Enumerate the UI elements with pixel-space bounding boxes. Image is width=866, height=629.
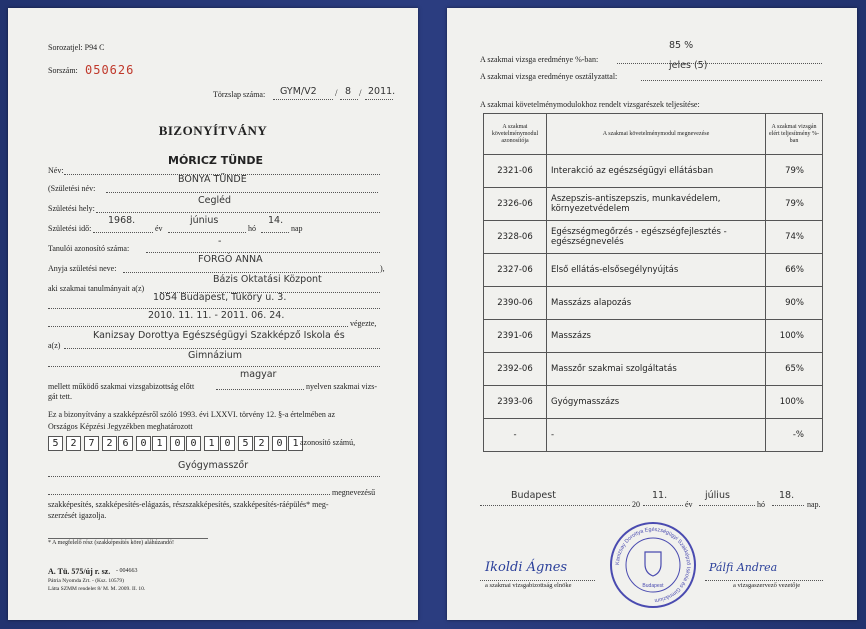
birthplace: Cegléd xyxy=(198,195,232,206)
issue-day: 18. xyxy=(779,490,795,501)
holder-name: MÓRICZ TÜNDE xyxy=(168,154,264,167)
document-title: BIZONYÍTVÁNY xyxy=(158,123,268,138)
module-row xyxy=(484,320,823,353)
day-label: nap xyxy=(291,224,303,233)
printer-info: Pátria Nyomda Zrt. - (Ksz. 10579) xyxy=(48,578,124,584)
named-label: megnevezésű xyxy=(332,488,376,497)
form-id: A. Tü. 575/új r. sz. xyxy=(48,567,111,576)
okj-digit-group xyxy=(136,436,167,451)
serial-label: Sorszám: xyxy=(48,66,78,75)
month-label: hó xyxy=(248,224,256,233)
module-id: - xyxy=(484,419,547,452)
module-percent: 100% xyxy=(766,386,823,419)
completed-label: végezte, xyxy=(350,319,377,328)
id-number-label: azonosító számú, xyxy=(300,438,356,447)
module-row xyxy=(484,155,823,188)
issue-day-label: nap. xyxy=(807,500,821,509)
module-id: 2326-06 xyxy=(484,188,547,221)
stamp-ring-text: Kanizsay Dorottya Egészségügyi Szakképző Iskola és Gimnázium xyxy=(614,526,692,604)
director-signature: Pálfi Andrea xyxy=(709,561,778,574)
year-label: év xyxy=(155,224,163,233)
okj-digit-group xyxy=(272,436,303,451)
okj-digit: 0 xyxy=(272,436,287,451)
okj-digit-group xyxy=(102,436,133,451)
mother-name: FORGÓ ANNA xyxy=(198,254,263,265)
module-id: 2321-06 xyxy=(484,155,547,188)
module-percent: 66% xyxy=(766,254,823,287)
register-number: 8 xyxy=(345,86,352,97)
module-name: Gyógymasszázs xyxy=(547,386,766,419)
module-name: Aszepszis-antiszepszis, munkavédelem, környezetvédelem xyxy=(547,188,766,221)
okj-digit: 5 xyxy=(238,436,253,451)
module-row xyxy=(484,188,823,221)
stamp-city: Budapest xyxy=(642,583,664,589)
module-row xyxy=(484,221,823,254)
committee-label: mellett működő szakmai vizsgabizottság előtt xyxy=(48,382,195,391)
okj-digit: 0 xyxy=(170,436,185,451)
exam-taken-label: gát tett. xyxy=(48,392,72,401)
module-name: Masszázs alapozás xyxy=(547,287,766,320)
module-percent: 79% xyxy=(766,188,823,221)
module-percent: 79% xyxy=(766,155,823,188)
studies-label: aki szakmai tanulmányait a(z) xyxy=(48,284,145,293)
legal-text-2: Országos Képzési Jegyzékben meghatározott xyxy=(48,422,193,431)
footnote: * A megfelelő rész (szakképesítés köre) aláhúzandó! xyxy=(48,540,174,546)
birth-name: BONYA TÜNDE xyxy=(178,174,247,185)
col-header-percent: A szakmai vizsgán elért teljesítmény %-ban xyxy=(766,114,823,155)
okj-digit: 0 xyxy=(186,436,201,451)
module-name: Egészségmegőrzés - egészségfejlesztés - egészségnevelés xyxy=(547,221,766,254)
okj-digit: 2 xyxy=(66,436,81,451)
col-header-name: A szakmai követelménymodul megnevezése xyxy=(547,114,766,155)
institution-address: 1054 Budapest, Tüköry u. 3. xyxy=(153,292,287,303)
chair-label: a szakmai vizsgabizottság elnöke xyxy=(485,582,572,589)
issue-year-label: év xyxy=(685,500,693,509)
register-label: Törzslap száma: xyxy=(213,90,266,99)
module-percent: -% xyxy=(766,419,823,452)
okj-digit: 6 xyxy=(118,436,133,451)
mother-name-label: Anyja születési neve: xyxy=(48,264,117,273)
module-row xyxy=(484,386,823,419)
col-header-id: A szakmai követelménymodul azonosítója xyxy=(484,114,547,155)
language-label: nyelven szakmai vizs- xyxy=(306,382,378,391)
okj-digit-group xyxy=(204,436,235,451)
okj-digit: 7 xyxy=(84,436,99,451)
exam-school-line1: Kanizsay Dorottya Egészségügyi Szakképző Iskola és xyxy=(93,330,345,341)
module-percent: 100% xyxy=(766,320,823,353)
module-row xyxy=(484,353,823,386)
module-name: Masszázs xyxy=(547,320,766,353)
serial-number: 050626 xyxy=(85,63,135,77)
okj-digit: 5 xyxy=(48,436,63,451)
student-id-label: Tanulói azonosító száma: xyxy=(48,244,130,253)
training-institution: Bázis Oktatási Központ xyxy=(213,274,322,285)
exam-school-line2: Gimnázium xyxy=(188,350,242,361)
okj-digit: 2 xyxy=(254,436,269,451)
okj-digit: 1 xyxy=(204,436,219,451)
approval-info: Látta SZMM rendelet 8/ M. M. 2009. II. 10. xyxy=(48,586,146,592)
exam-grade: jeles (5) xyxy=(669,60,708,71)
issue-month: július xyxy=(705,490,730,501)
module-row xyxy=(484,419,823,452)
student-id: - xyxy=(218,236,222,247)
form-code: - 004663 xyxy=(116,568,138,574)
module-name: Interakció az egészségügyi ellátásban xyxy=(547,155,766,188)
okj-digit-group xyxy=(84,436,99,451)
module-id: 2393-06 xyxy=(484,386,547,419)
issue-year: 11. xyxy=(652,490,668,501)
okj-digit: 2 xyxy=(102,436,117,451)
legal-text-1: Ez a bizonyítvány a szakképzésről szóló 1993. évi LXXVI. törvény 12. §-a értelmében az xyxy=(48,410,336,419)
module-percent: 65% xyxy=(766,353,823,386)
exam-result-percent: 85 % xyxy=(669,40,694,51)
okj-digit-group xyxy=(238,436,269,451)
name-label: Név: xyxy=(48,166,64,175)
module-id: 2328-06 xyxy=(484,221,547,254)
birth-name-label: (Születési név: xyxy=(48,184,96,193)
module-name: Masszőr szakmai szolgáltatás xyxy=(547,353,766,386)
issue-place: Budapest xyxy=(511,490,556,501)
exam-grade-label: A szakmai vizsga eredménye osztályzattal: xyxy=(480,72,618,81)
okj-digit: 1 xyxy=(288,436,303,451)
chair-signature: Ikoldi Ágnes xyxy=(485,560,568,575)
certifies-label: szerzését igazolja. xyxy=(48,511,107,520)
series-label: Sorozatjel: P94 C xyxy=(48,43,105,52)
birth-day: 14. xyxy=(268,215,284,226)
issue-month-label: hó xyxy=(757,500,765,509)
study-period: 2010. 11. 11. - 2011. 06. 24. xyxy=(148,310,285,321)
module-percent: 74% xyxy=(766,221,823,254)
qualification-name: Gyógymasszőr xyxy=(178,460,249,471)
module-row xyxy=(484,287,823,320)
register-year: 2011. xyxy=(368,86,396,97)
paren-close: ), xyxy=(380,264,385,273)
year-prefix: 20 xyxy=(632,500,640,509)
qualification-types: szakképesítés, szakképesítés-elágazás, részszakképesítés, szakképesítés-ráépülés* meg- xyxy=(48,500,329,509)
okj-digit: 0 xyxy=(136,436,151,451)
modules-title: A szakmai követelménymodulokhoz rendelt vizsgarészek teljesítése: xyxy=(480,100,700,109)
coat-of-arms-icon xyxy=(645,552,661,576)
certificate-left-page: Sorozatjel: P94 C Sorszám: 050626 Törzslap száma: GYM/V2 / 8 / 2011. BIZONYÍTVÁNY MÓRICZ TÜNDE Név: (Születési név: BONYA TÜNDE Születési hely: Cegléd Születési idő: 1968. év június hó 14. nap Tanulói azonosító száma: - Anyja születési neve: FORGÓ ANNA ), aki szakmai tanulmányait a(z) Bázis Oktatási Központ 1054 Budapest, Tüköry u. 3. 2010. 11. 11. - 2011. 06. 24. végezte, Kanizsay Dorottya Egészségügyi Szakképző Iskola és a(z) Gimnázium magyar mellett működő szakmai vizsgabizottság előtt nyelven szakmai vizs- gát tett. Ez a bizonyítvány a szakképzésről szóló 1993. évi LXXVI. törvény 12. §-a értelmében az Országos Képzési Jegyzékben meghatározott 5 2 7 2 6 0 1 0 0 1 0 5 2 0 1 azonosító számú, Gyógymasszőr megnevezésű szakképesítés, szakképesítés-elágazás, részszakképesítés, szakképesítés-ráépülés* meg- szerzését igazolja. * A megfelelő rész (szakképesítés köre) aláhúzandó! A. Tü. 575/új r. sz. - 004663 Pátria Nyomda Zrt. - (Ksz. 10579) Látta SZMM rendelet 8/ M. M. 2009. II. 10. xyxy=(8,8,418,620)
okj-digit-group xyxy=(66,436,81,451)
module-id: 2390-06 xyxy=(484,287,547,320)
certificate-right-page xyxy=(447,8,857,620)
module-name: - xyxy=(547,419,766,452)
okj-digit-group xyxy=(170,436,201,451)
module-id: 2391-06 xyxy=(484,320,547,353)
az-label: a(z) xyxy=(48,341,61,350)
director-label: a vizsgaszervező vezetője xyxy=(733,582,801,589)
okj-number-boxes xyxy=(48,436,303,451)
exam-result-label: A szakmai vizsga eredménye %-ban: xyxy=(480,55,599,64)
birthplace-label: Születési hely: xyxy=(48,204,95,213)
okj-digit: 0 xyxy=(220,436,235,451)
register-code: GYM/V2 xyxy=(280,86,317,97)
module-id: 2392-06 xyxy=(484,353,547,386)
birth-month: június xyxy=(190,215,219,226)
module-id: 2327-06 xyxy=(484,254,547,287)
okj-digit-group xyxy=(48,436,63,451)
module-percent: 90% xyxy=(766,287,823,320)
okj-digit: 1 xyxy=(152,436,167,451)
birth-year: 1968. xyxy=(108,215,136,226)
module-row xyxy=(484,254,823,287)
official-stamp xyxy=(608,520,698,610)
modules-table xyxy=(483,113,823,452)
birth-date-label: Születési idő: xyxy=(48,224,92,233)
module-name: Első ellátás-elsősegélynyújtás xyxy=(547,254,766,287)
exam-language: magyar xyxy=(240,369,277,380)
